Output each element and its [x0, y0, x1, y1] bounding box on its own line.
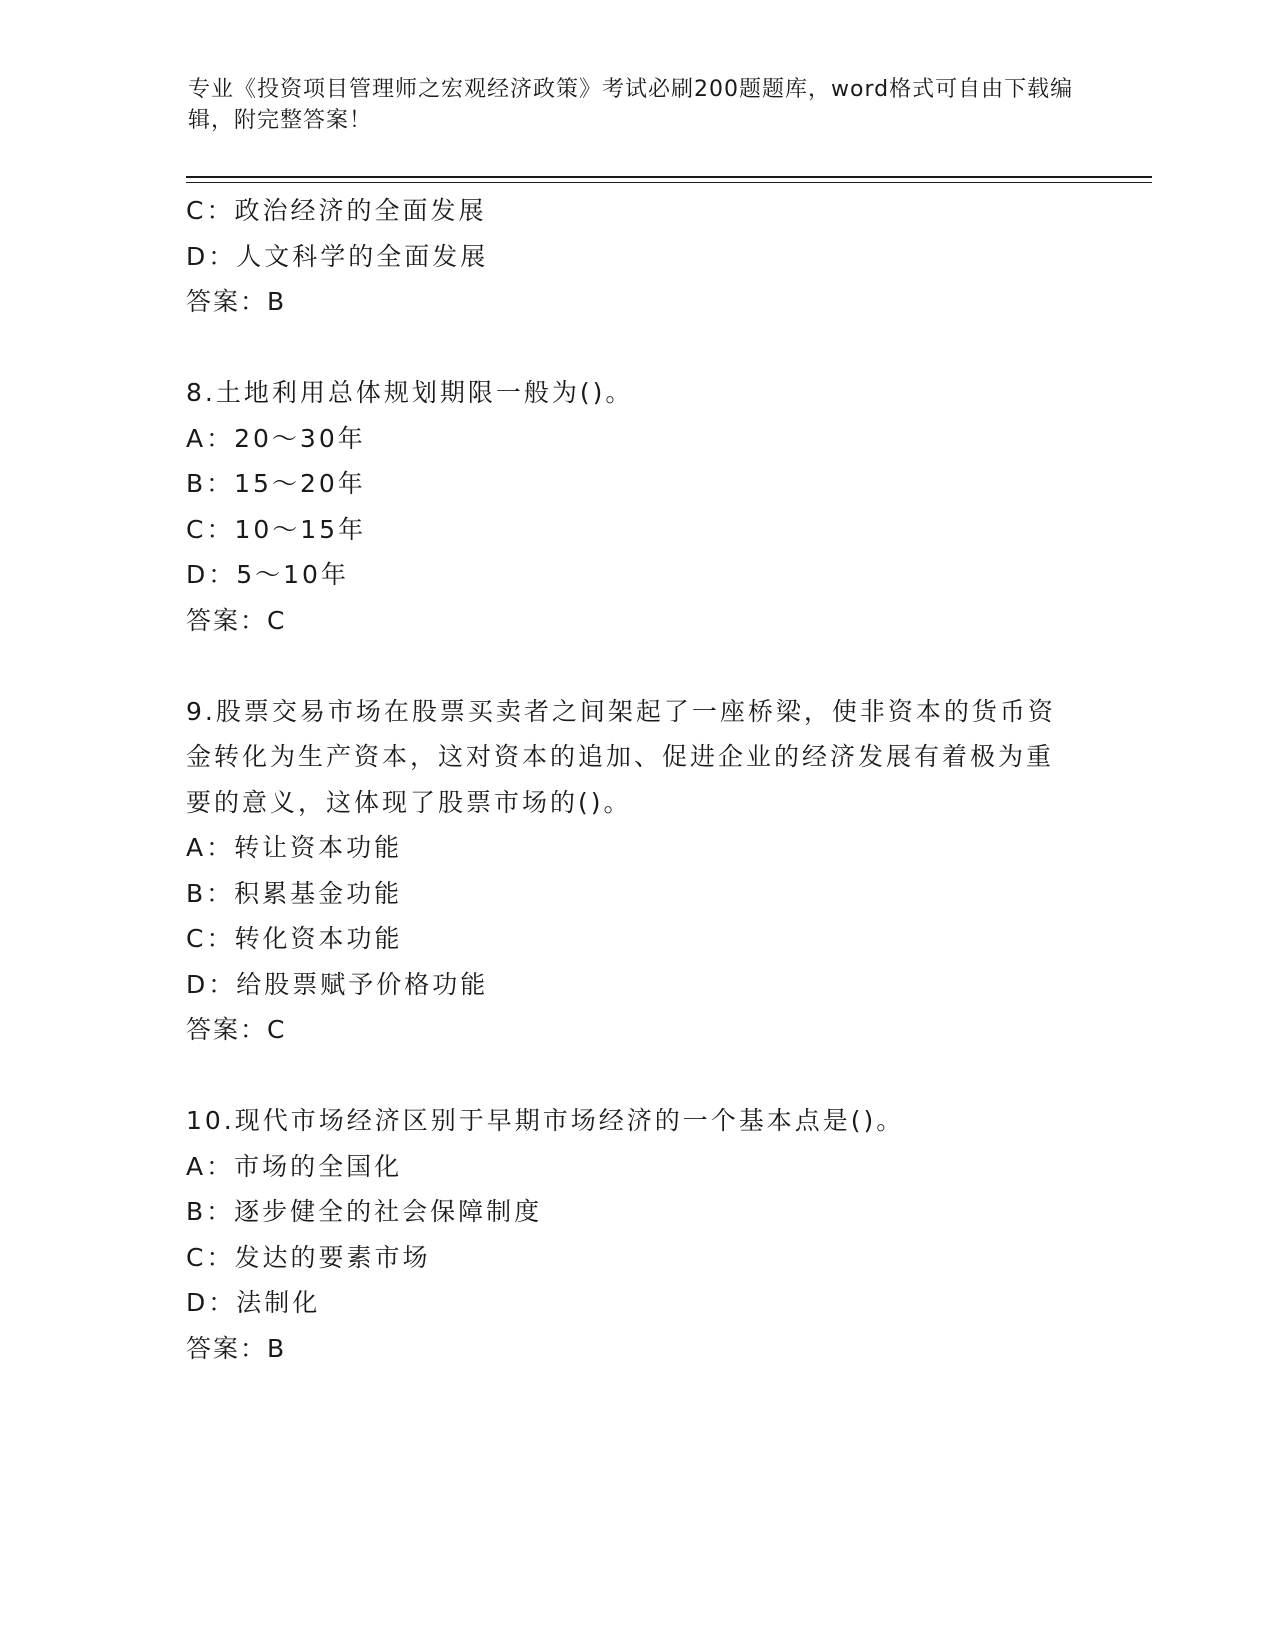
answer-line: 答案：C [186, 1015, 287, 1044]
question-9 [186, 689, 1106, 1053]
option-d: D：人文科学的全面发展 [186, 241, 489, 271]
option-b: B：15～20年 [186, 469, 366, 498]
option-b: B：积累基金功能 [186, 878, 403, 908]
option-d: D：5～10年 [186, 560, 349, 589]
header-divider-thick [186, 176, 1152, 178]
option-c: C：发达的要素市场 [186, 1242, 431, 1272]
option-a: A：市场的全国化 [186, 1151, 403, 1181]
spacer [186, 325, 1106, 371]
question-stem: 8.土地利用总体规划期限一般为()。 [186, 378, 634, 407]
option-d: D：法制化 [186, 1288, 321, 1317]
previous-question-tail [186, 188, 1106, 325]
question-stem: 9.股票交易市场在股票买卖者之间架起了一座桥梁，使非资本的货币资金转化为生产资本，这对资本的追加、促进企业的经济发展有着极为重要的意义，这体现了股票市场的()。 [186, 696, 1056, 817]
option-d: D：给股票赋予价格功能 [186, 969, 489, 999]
question-10 [186, 1098, 1106, 1371]
answer-line: 答案：C [186, 605, 287, 635]
spacer [186, 1053, 1106, 1099]
question-8 [186, 370, 1106, 643]
option-c: C：转化资本功能 [186, 924, 403, 953]
option-c: C：政治经济的全面发展 [186, 196, 487, 225]
answer-line: 答案：B [186, 287, 287, 316]
question-stem: 10.现代市场经济区别于早期市场经济的一个基本点是()。 [186, 1106, 905, 1135]
question-content [186, 188, 1106, 1371]
document-header: 专业《投资项目管理师之宏观经济政策》考试必刷200题题库，word格式可自由下载编辑，附完整答案！ [188, 77, 1074, 133]
option-a: A：转让资本功能 [186, 833, 403, 862]
spacer [186, 643, 1106, 689]
option-c: C：10～15年 [186, 514, 367, 544]
option-b: B：逐步健全的社会保障制度 [186, 1197, 543, 1226]
header-divider-thin [186, 182, 1152, 183]
answer-line: 答案：B [186, 1333, 287, 1363]
option-a: A：20～30年 [186, 423, 366, 453]
